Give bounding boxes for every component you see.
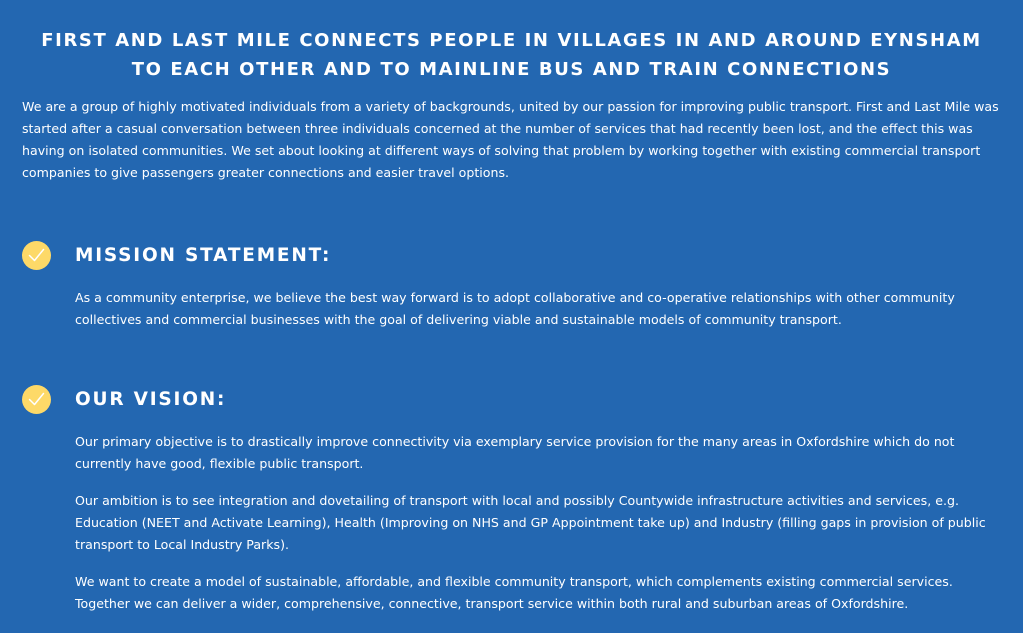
mission-title: MISSION STATEMENT: — [75, 245, 332, 266]
vision-paragraph-1: Our primary objective is to drastically improve connectivity via exemplary service provision for the many areas in Oxfordshire which do not currently have good, flexible public transport. — [75, 434, 955, 471]
vision-section — [22, 385, 1001, 615]
vision-paragraph-3: We want to create a model of sustainable, affordable, and flexible community transport, which complements existing commercial services. Together we can deliver a wider, comprehensive, connective, transport service within both rural and suburban areas of Oxfordshire. — [75, 574, 953, 611]
intro-paragraph: We are a group of highly motivated individuals from a variety of backgrounds, united by our passion for improving public transport. First and Last Mile was started after a casual conversation between three individuals concerned at the number of services that had recently been lost, and the effect this was having on isolated communities. We set about looking at different ways of solving that problem by working together with existing commercial transport companies to give passengers greater connections and easier travel options. — [22, 99, 999, 180]
vision-title: OUR VISION: — [75, 389, 227, 410]
mission-section — [22, 241, 1001, 331]
vision-paragraph-2: Our ambition is to see integration and dovetailing of transport with local and possibly Countywide infrastructure activities and services, e.g. Education (NEET and Activate Learning), Health (Improving on NHS and GP Appointment take up) and Industry (filling gaps in provision of public transport to Local Industry Parks). — [75, 493, 986, 552]
page-title: FIRST AND LAST MILE CONNECTS PEOPLE IN VILLAGES IN AND AROUND EYNSHAM TO EACH OTHER AND TO MAINLINE BUS AND TRAIN CONNECTIONS — [41, 30, 982, 80]
check-circle-icon — [22, 241, 51, 270]
check-circle-icon — [22, 385, 51, 414]
mission-text: As a community enterprise, we believe the best way forward is to adopt collaborative and co-operative relationships with other community collectives and commercial businesses with the goal of delivering viable and sustainable models of community transport. — [75, 290, 955, 327]
